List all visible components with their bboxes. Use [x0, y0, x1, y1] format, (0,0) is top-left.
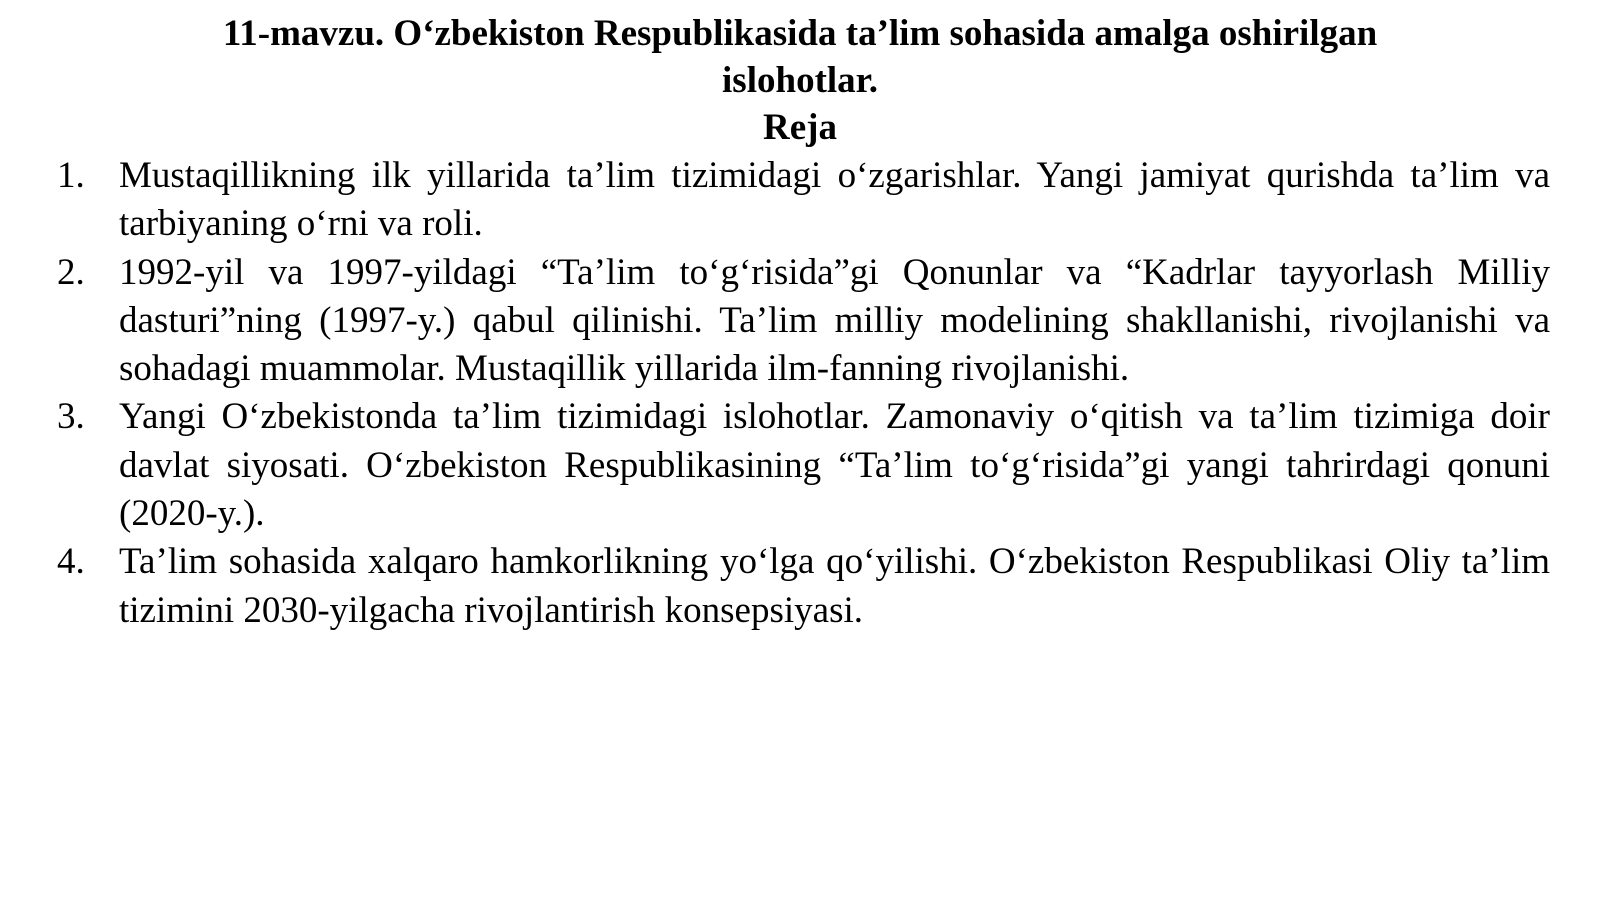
plan-item-1	[57, 152, 1550, 249]
plan-item-number: 3.	[57, 396, 85, 438]
plan-item-text: 1992-yil va 1997-yildagi “Ta’lim to‘g‘risida”gi Qonunlar va “Kadrlar tayyorlash Milliy dasturi”ning (1997-y.) qabul qilinishi. Ta’lim milliy modelining shakllanishi, rivojlanishi va sohadagi muammolar. Mustaqillik yillarida ilm-fanning rivojlanishi.	[119, 251, 1550, 390]
plan-item-text: Ta’lim sohasida xalqaro hamkorlikning yo‘lga qo‘yilishi. O‘zbekiston Respublikasi Oliy ta’lim tizimini 2030-yilgacha rivojlantirish konsepsiyasi.	[119, 541, 1550, 631]
plan-item-text: Yangi O‘zbekistonda ta’lim tizimidagi islohotlar. Zamonaviy o‘qitish va ta’lim tizimiga doir davlat siyosati. O‘zbekiston Respublikasining “Ta’lim to‘g‘risida”gi yangi tahrirdagi qonuni (2020-y.).	[119, 396, 1550, 535]
plan-heading: Reja	[763, 107, 837, 148]
title-line-1: 11-mavzu. O‘zbekiston Respublikasida ta’lim sohasida amalga oshirilgan	[222, 13, 1378, 54]
plan-list	[57, 152, 1550, 635]
plan-item-number: 2.	[57, 251, 85, 293]
plan-item-text: Mustaqillikning ilk yillarida ta’lim tizimidagi o‘zgarishlar. Yangi jamiyat qurishda ta’lim va tarbiyaning o‘rni va roli.	[119, 155, 1550, 245]
plan-item-2	[57, 249, 1550, 394]
plan-item-number: 1.	[57, 155, 85, 196]
plan-item-number: 4.	[57, 541, 85, 583]
title-line-2: islohotlar.	[722, 60, 878, 101]
plan-item-3	[57, 393, 1550, 538]
slide-title	[150, 10, 1450, 104]
plan-item-4	[57, 538, 1550, 635]
